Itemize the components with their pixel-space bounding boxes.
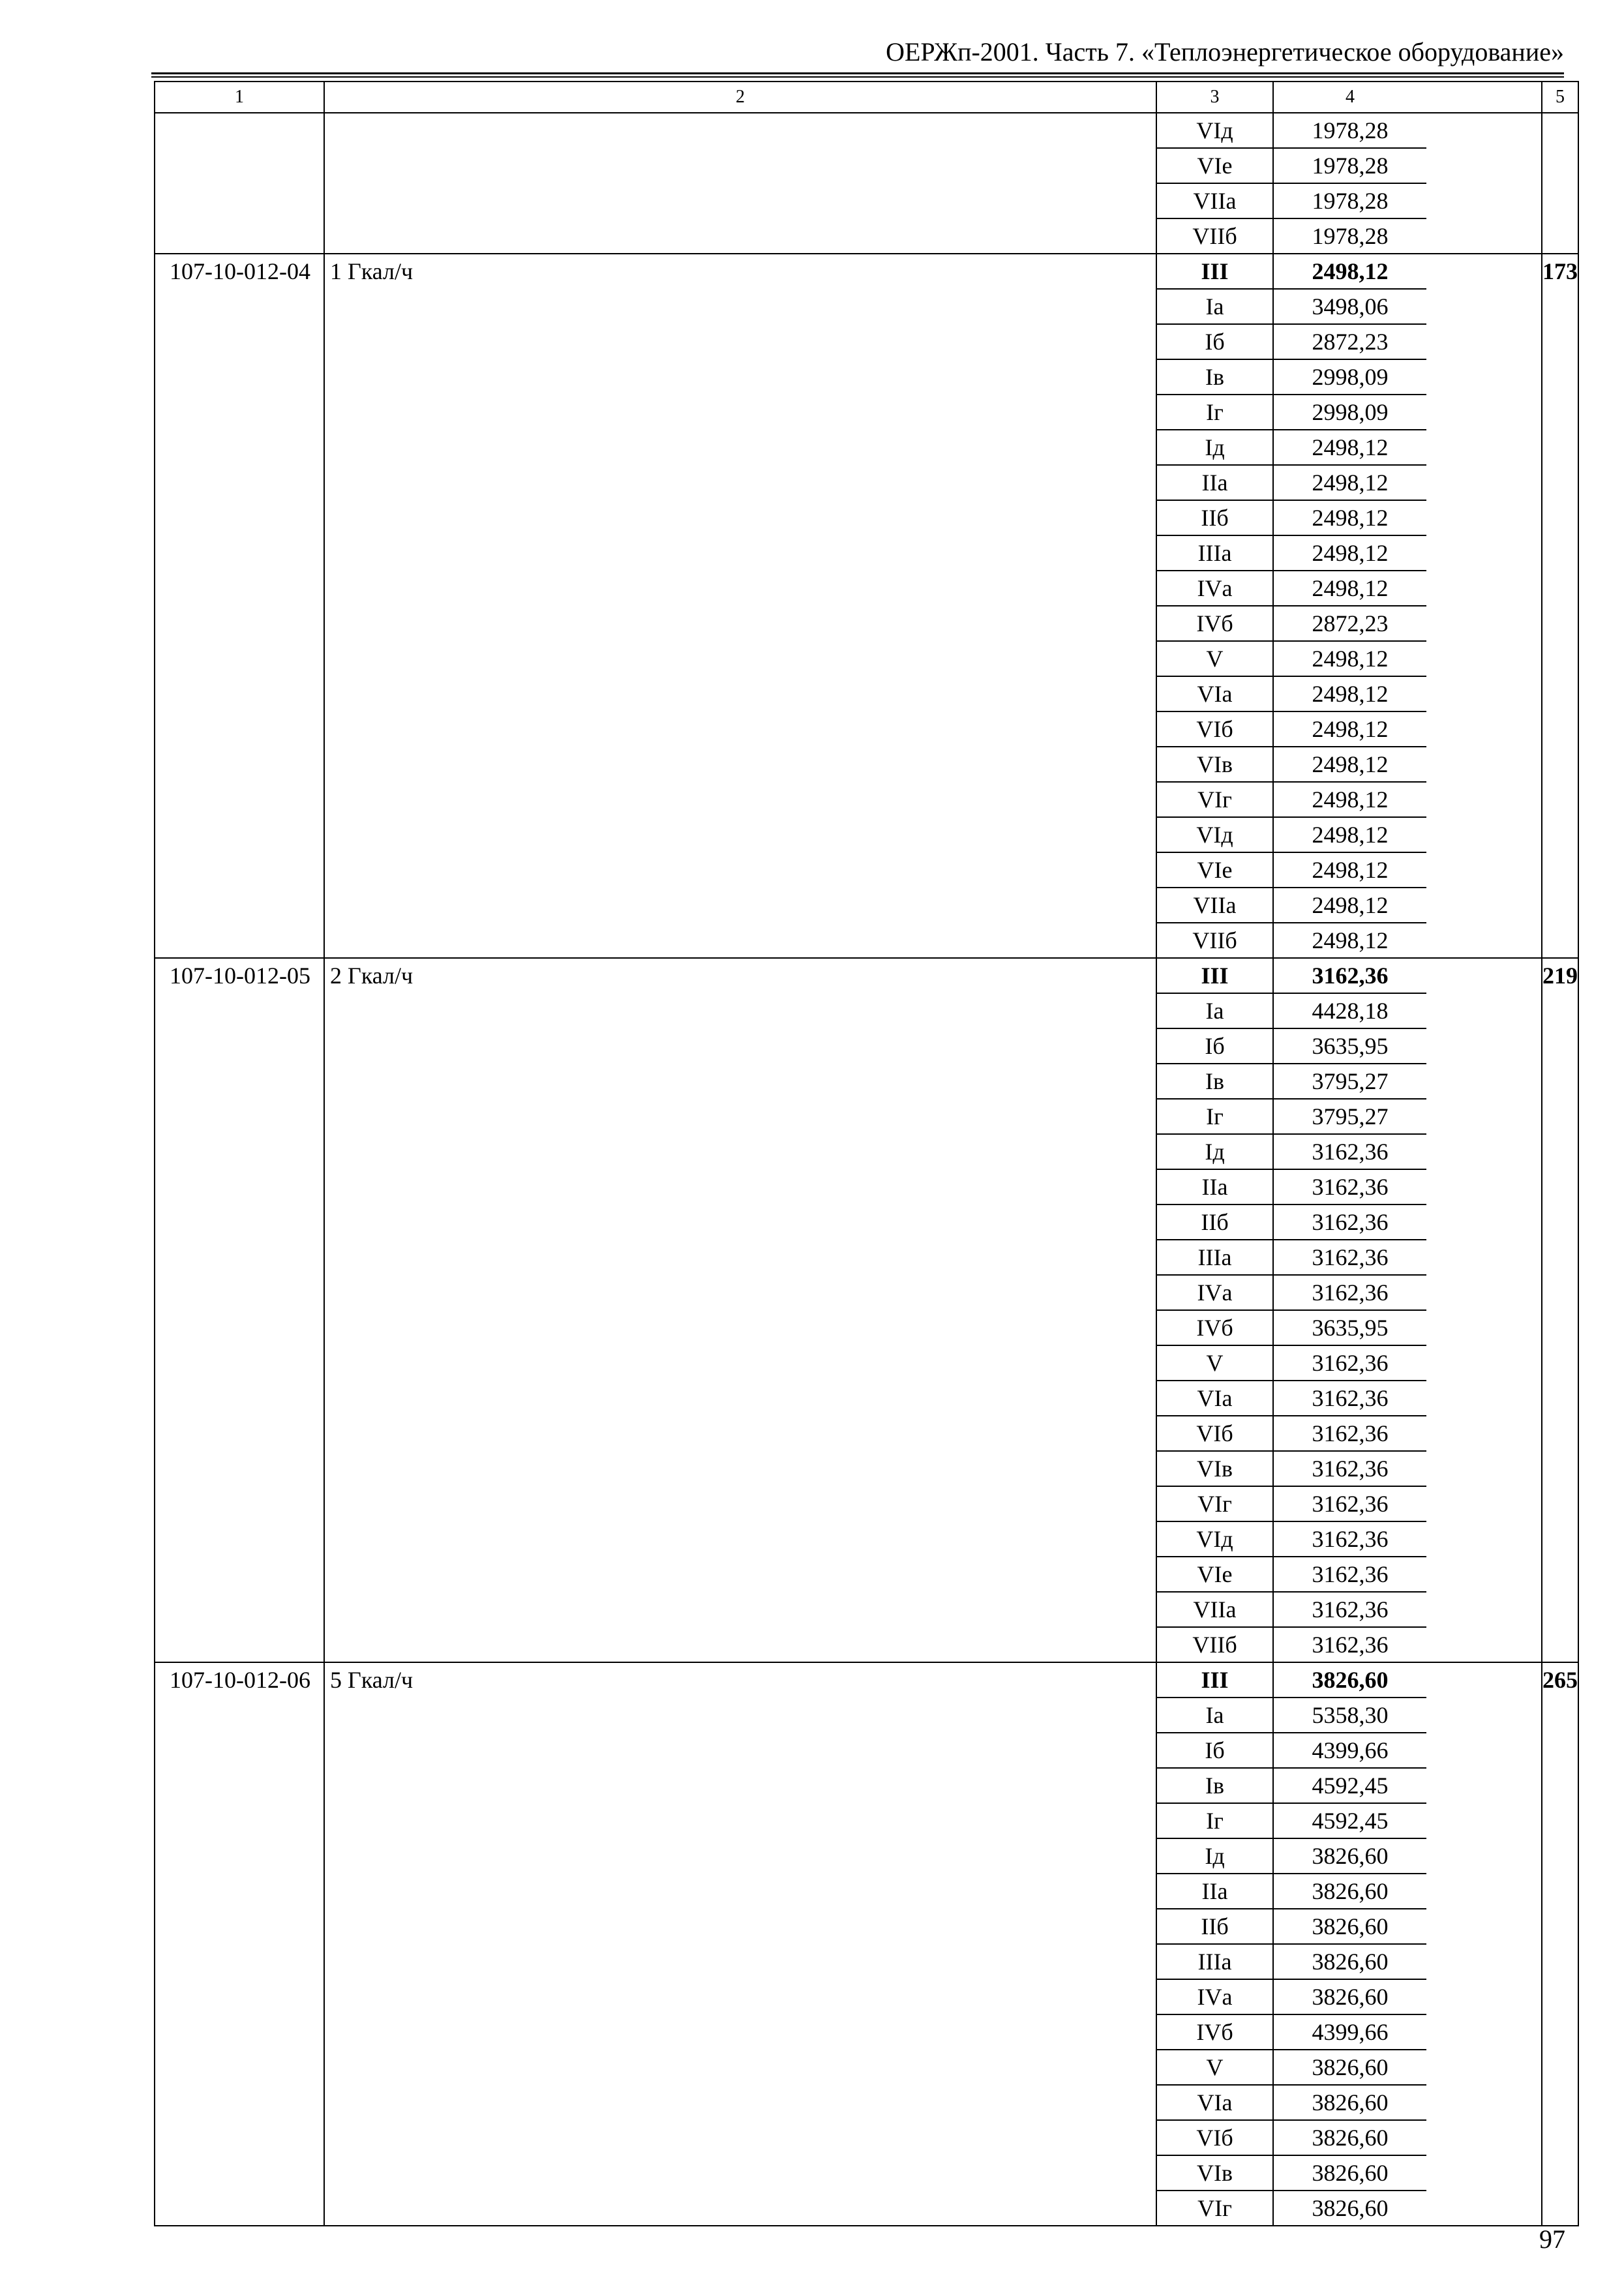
zone-label: VIб	[1157, 711, 1273, 747]
price-value: 3162,36	[1273, 1451, 1426, 1486]
zone-label: VIIа	[1157, 888, 1273, 923]
zone-price-cell	[1156, 254, 1542, 958]
zone-price-row	[1157, 500, 1426, 535]
item-code: 107-10-012-05	[155, 958, 324, 1662]
zone-price-row	[1157, 1099, 1426, 1134]
price-value: 2498,12	[1273, 465, 1426, 500]
zone-price-list	[1157, 113, 1426, 253]
zone-price-row	[1157, 1557, 1426, 1592]
price-value: 2498,12	[1273, 852, 1426, 888]
zone-price-row	[1157, 1733, 1426, 1768]
zone-price-row	[1157, 1064, 1426, 1099]
price-value: 1978,28	[1273, 183, 1426, 218]
zone-price-row	[1157, 1451, 1426, 1486]
price-value: 2498,12	[1273, 817, 1426, 852]
zone-price-row	[1157, 1803, 1426, 1838]
zone-price-row	[1157, 1134, 1426, 1169]
zone-label: Iв	[1157, 359, 1273, 395]
table-row	[155, 1662, 1578, 2226]
zone-price-row	[1157, 218, 1426, 253]
price-value: 3498,06	[1273, 289, 1426, 324]
zone-price-row	[1157, 1240, 1426, 1275]
zone-label: V	[1157, 2050, 1273, 2085]
zone-label: VIв	[1157, 2155, 1273, 2191]
zone-price-row	[1157, 1874, 1426, 1909]
zone-price-list	[1157, 254, 1426, 957]
price-value: 2498,12	[1273, 923, 1426, 957]
zone-label: IVб	[1157, 606, 1273, 641]
zone-label: Iа	[1157, 1698, 1273, 1733]
zone-price-row	[1157, 1486, 1426, 1521]
zone-price-row	[1157, 676, 1426, 711]
zone-price-cell	[1156, 1662, 1542, 2226]
zone-label: IIIа	[1157, 535, 1273, 571]
zone-price-row	[1157, 888, 1426, 923]
price-value: 4592,45	[1273, 1768, 1426, 1803]
price-value: 1978,28	[1273, 218, 1426, 253]
zone-price-row	[1157, 2191, 1426, 2225]
zone-price-row	[1157, 1521, 1426, 1557]
item-code: 107-10-012-04	[155, 254, 324, 958]
zone-price-cell	[1156, 113, 1542, 254]
price-value: 4399,66	[1273, 2014, 1426, 2050]
column-number: 5	[1542, 82, 1578, 113]
price-value: 3162,36	[1273, 1416, 1426, 1451]
document-header: ОЕРЖп-2001. Часть 7. «Теплоэнергетическое оборудование»	[886, 37, 1564, 67]
table-row	[155, 958, 1578, 1662]
zone-label: III	[1157, 959, 1273, 993]
zone-price-row	[1157, 289, 1426, 324]
zone-price-row	[1157, 2120, 1426, 2155]
price-value: 3162,36	[1273, 1627, 1426, 1662]
zone-label: VIIб	[1157, 923, 1273, 957]
zone-label: VIд	[1157, 113, 1273, 148]
zone-label: Iа	[1157, 289, 1273, 324]
price-value: 1978,28	[1312, 117, 1389, 143]
zone-label: IIа	[1157, 1874, 1273, 1909]
zone-label: Iа	[1157, 993, 1273, 1028]
price-value: 2872,23	[1273, 324, 1426, 359]
zone-label: Iг	[1157, 1099, 1273, 1134]
item-total: 219	[1542, 958, 1578, 1662]
price-value: 2872,23	[1273, 606, 1426, 641]
zone-label: VIIа	[1157, 183, 1273, 218]
price-value: 2998,09	[1273, 395, 1426, 430]
price-value: 3826,60	[1273, 2085, 1426, 2120]
zone-label: VIб	[1157, 1416, 1273, 1451]
zone-label: VIд	[1157, 817, 1273, 852]
price-value: 3162,36	[1273, 1275, 1426, 1310]
zone-label: VIг	[1157, 2191, 1273, 2225]
zone-label: V	[1157, 1345, 1273, 1381]
zone-price-row	[1157, 1310, 1426, 1345]
zone-price-row	[1157, 1204, 1426, 1240]
zone-label: IVа	[1157, 571, 1273, 606]
price-value: 3162,36	[1273, 1521, 1426, 1557]
price-value: 3162,36	[1273, 1381, 1426, 1416]
price-value: 3162,36	[1273, 1204, 1426, 1240]
price-value: 2498,12	[1273, 641, 1426, 676]
zone-price-row	[1157, 1028, 1426, 1064]
price-value: 3826,60	[1273, 1944, 1426, 1979]
price-value: 2498,12	[1273, 782, 1426, 817]
zone-price-row	[1157, 2050, 1426, 2085]
zone-label: Iб	[1157, 1733, 1273, 1768]
price-value: 4399,66	[1273, 1733, 1426, 1768]
zone-label: VIб	[1157, 2120, 1273, 2155]
zone-label: VIг	[1157, 782, 1273, 817]
zone-price-row	[1157, 993, 1426, 1028]
price-value: 3162,36	[1273, 1345, 1426, 1381]
price-value: 3826,60	[1273, 1874, 1426, 1909]
zone-label: VIа	[1157, 1381, 1273, 1416]
price-value: 3826,60	[1273, 2191, 1426, 2225]
zone-price-row	[1157, 148, 1426, 183]
zone-price-row	[1157, 465, 1426, 500]
price-value: 3826,60	[1312, 1667, 1389, 1693]
price-value: 3162,36	[1273, 1134, 1426, 1169]
zone-label: Iд	[1157, 430, 1273, 465]
zone-price-row	[1157, 747, 1426, 782]
table-row	[155, 113, 1578, 254]
zone-label: IVа	[1157, 1275, 1273, 1310]
price-value: 3635,95	[1273, 1028, 1426, 1064]
price-value: 5358,30	[1273, 1698, 1426, 1733]
zone-label: VIIб	[1157, 218, 1273, 253]
zone-price-row	[1157, 1592, 1426, 1627]
zone-label: IIб	[1157, 1909, 1273, 1944]
zone-price-row	[1157, 2085, 1426, 2120]
zone-label: III	[1157, 1663, 1273, 1698]
zone-label: VIа	[1157, 2085, 1273, 2120]
item-name: 1 Гкал/ч	[324, 254, 1156, 958]
price-value: 3162,36	[1273, 1557, 1426, 1592]
price-value: 3162,36	[1312, 963, 1389, 989]
zone-price-row	[1157, 1768, 1426, 1803]
item-name: 2 Гкал/ч	[324, 958, 1156, 1662]
zone-price-row	[1157, 817, 1426, 852]
zone-price-row	[1157, 1627, 1426, 1662]
zone-label: VIе	[1157, 1557, 1273, 1592]
price-value: 2498,12	[1312, 258, 1389, 284]
price-value: 4428,18	[1273, 993, 1426, 1028]
zone-label: Iг	[1157, 395, 1273, 430]
zone-label: Iд	[1157, 1838, 1273, 1874]
zone-label: IVа	[1157, 1979, 1273, 2014]
zone-label: IVб	[1157, 2014, 1273, 2050]
zone-label: VIг	[1157, 1486, 1273, 1521]
zone-price-row	[1157, 113, 1426, 148]
zone-price-row	[1157, 711, 1426, 747]
zone-price-row	[1157, 2014, 1426, 2050]
zone-label: IIа	[1157, 465, 1273, 500]
price-value: 2498,12	[1273, 711, 1426, 747]
column-number: 1	[155, 82, 324, 113]
zone-label: IVб	[1157, 1310, 1273, 1345]
zone-price-row	[1157, 1979, 1426, 2014]
zone-price-row	[1157, 359, 1426, 395]
zone-price-row	[1157, 1698, 1426, 1733]
price-value: 2498,12	[1273, 535, 1426, 571]
zone-label: III	[1157, 254, 1273, 289]
zone-label: VIа	[1157, 676, 1273, 711]
zone-label: IIIа	[1157, 1944, 1273, 1979]
price-value: 3826,60	[1273, 1979, 1426, 2014]
zone-price-row	[1157, 1416, 1426, 1451]
price-value: 3162,36	[1273, 1592, 1426, 1627]
zone-price-row	[1157, 1381, 1426, 1416]
zone-price-list	[1157, 959, 1426, 1662]
price-value: 1978,28	[1273, 148, 1426, 183]
price-value: 2498,12	[1273, 571, 1426, 606]
zone-label: Iб	[1157, 324, 1273, 359]
price-value: 2498,12	[1273, 888, 1426, 923]
zone-label: IIIа	[1157, 1240, 1273, 1275]
zone-label: VIIа	[1157, 1592, 1273, 1627]
zone-label: Iг	[1157, 1803, 1273, 1838]
zone-price-row	[1157, 959, 1426, 993]
price-value: 3162,36	[1273, 1169, 1426, 1204]
column-number: 4	[1346, 87, 1355, 107]
zone-price-row	[1157, 254, 1426, 289]
price-value: 2498,12	[1273, 500, 1426, 535]
zone-price-row	[1157, 852, 1426, 888]
zone-label: Iв	[1157, 1064, 1273, 1099]
item-total	[1542, 113, 1578, 254]
price-value: 4592,45	[1273, 1803, 1426, 1838]
price-value: 3162,36	[1273, 1240, 1426, 1275]
zone-price-list	[1157, 1663, 1426, 2225]
zone-price-row	[1157, 535, 1426, 571]
zone-price-row	[1157, 1663, 1426, 1698]
price-value: 2498,12	[1273, 430, 1426, 465]
price-value: 3826,60	[1273, 1909, 1426, 1944]
price-value: 2498,12	[1273, 676, 1426, 711]
zone-label: IIб	[1157, 1204, 1273, 1240]
column-number-row	[155, 82, 1578, 113]
item-code	[155, 113, 324, 254]
price-value: 2998,09	[1273, 359, 1426, 395]
zone-price-row	[1157, 571, 1426, 606]
zone-label: Iб	[1157, 1028, 1273, 1064]
zone-label: IIа	[1157, 1169, 1273, 1204]
table-row	[155, 254, 1578, 958]
item-total: 173	[1542, 254, 1578, 958]
zone-price-row	[1157, 395, 1426, 430]
zone-label: VIIб	[1157, 1627, 1273, 1662]
price-value: 3162,36	[1273, 1486, 1426, 1521]
item-code: 107-10-012-06	[155, 1662, 324, 2226]
zone-label: VIв	[1157, 747, 1273, 782]
zone-price-row	[1157, 641, 1426, 676]
price-value: 2498,12	[1273, 747, 1426, 782]
column-number-pair	[1156, 82, 1542, 113]
zone-price-row	[1157, 183, 1426, 218]
page-number: 97	[1539, 2224, 1565, 2254]
price-table	[154, 81, 1579, 2226]
zone-price-row	[1157, 1838, 1426, 1874]
zone-price-row	[1157, 782, 1426, 817]
zone-price-row	[1157, 1944, 1426, 1979]
zone-label: IIб	[1157, 500, 1273, 535]
zone-label: Iв	[1157, 1768, 1273, 1803]
zone-price-row	[1157, 923, 1426, 957]
zone-price-row	[1157, 324, 1426, 359]
item-total: 265	[1542, 1662, 1578, 2226]
price-value: 3795,27	[1273, 1099, 1426, 1134]
zone-price-row	[1157, 430, 1426, 465]
zone-label: VIе	[1157, 148, 1273, 183]
price-value: 3826,60	[1273, 2120, 1426, 2155]
zone-label: VIе	[1157, 852, 1273, 888]
zone-label: V	[1157, 641, 1273, 676]
zone-price-row	[1157, 606, 1426, 641]
price-value: 3795,27	[1273, 1064, 1426, 1099]
zone-label: Iд	[1157, 1134, 1273, 1169]
zone-label: VIв	[1157, 1451, 1273, 1486]
column-number: 3	[1157, 82, 1273, 112]
item-name	[324, 113, 1156, 254]
header-rule	[151, 72, 1564, 74]
zone-price-row	[1157, 1275, 1426, 1310]
item-name: 5 Гкал/ч	[324, 1662, 1156, 2226]
price-value: 3826,60	[1273, 2155, 1426, 2191]
price-value: 3635,95	[1273, 1310, 1426, 1345]
zone-price-row	[1157, 1909, 1426, 1944]
column-number: 2	[324, 82, 1156, 113]
zone-label: VIд	[1157, 1521, 1273, 1557]
zone-price-row	[1157, 2155, 1426, 2191]
zone-price-cell	[1156, 958, 1542, 1662]
header-rule-secondary	[151, 76, 1564, 78]
price-value: 3826,60	[1273, 2050, 1426, 2085]
zone-price-row	[1157, 1169, 1426, 1204]
zone-price-row	[1157, 1345, 1426, 1381]
price-value: 3826,60	[1273, 1838, 1426, 1874]
